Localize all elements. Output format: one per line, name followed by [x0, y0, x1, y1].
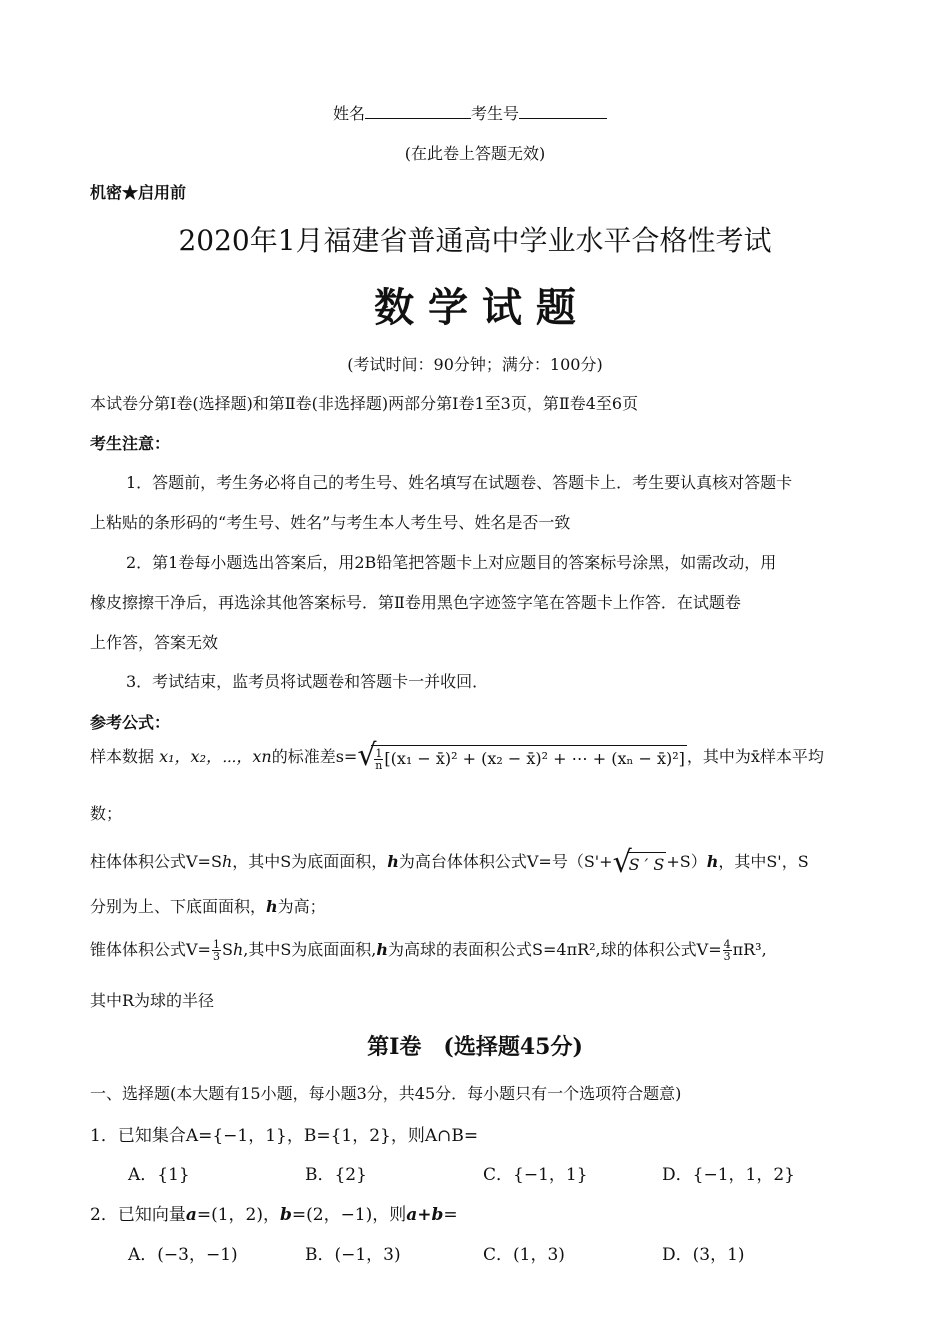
prism-e: ，其中S'，S [718, 852, 809, 871]
std-suffix-line2: 数； [90, 804, 123, 823]
std-vars: x₁，x₂，⋯，xn [159, 747, 272, 766]
q1-option-a[interactable]: A．{1} [128, 1165, 190, 1185]
cone-a: 锥体体积公式V= [90, 940, 211, 959]
name-id-line [333, 101, 607, 124]
radical-sign: √ [357, 737, 377, 773]
radical-sign: √ [612, 844, 632, 880]
cone-fraction [212, 939, 221, 962]
q2-option-a[interactable]: A．(−3，−1) [128, 1245, 238, 1265]
std-radicand [371, 745, 687, 771]
std-mid: 的标准差s= [271, 747, 358, 766]
note-line: 3．考试结束，监考员将试题卷和答题卡一并收回． [126, 672, 489, 691]
prism-radical [612, 844, 667, 880]
section-instruction: 一、选择题(本大题有15小题，每小题3分，共45分．每小题只有一个选项符合题意) [90, 1084, 682, 1103]
q2-option-b[interactable]: B．(−1，3) [305, 1245, 401, 1265]
id-blank [519, 104, 607, 119]
q1-option-b[interactable]: B．{2} [305, 1165, 367, 1185]
sphere-num: 4 [723, 938, 731, 951]
cone-c: ,其中S为底面面积, [243, 940, 377, 959]
prism-a: 柱体体积公式V=S [90, 852, 222, 871]
q1-option-c[interactable]: C．{−1，1} [483, 1165, 588, 1185]
q2-stem-a: 2．已知向量 [90, 1205, 186, 1225]
std-formula [90, 737, 824, 773]
sphere-den: 3 [723, 950, 731, 963]
prism-h2: h [387, 852, 399, 871]
cone-den: 3 [212, 950, 220, 963]
q2-stem-b: =(1，2)， [196, 1205, 280, 1225]
cone-num: 1 [212, 938, 220, 951]
cone-formula [90, 937, 767, 962]
q2-vector-b: b [279, 1205, 292, 1225]
prism-line2 [90, 894, 326, 917]
invalid-notice: (在此卷上答题无效) [404, 144, 546, 163]
q2-stem-d: = [443, 1205, 458, 1225]
q1-option-d[interactable]: D．{−1，1，2} [662, 1165, 795, 1185]
sphere-fraction [723, 939, 732, 962]
note-line: 1．答题前，考生务必将自己的考生号、姓名填写在试题卷、答题卡上．考生要认真核对答题卡 [126, 473, 793, 492]
prism-h3: h [706, 852, 719, 871]
std-suffix: ，其中为x̄样本平均 [686, 747, 824, 766]
prism-line2-a: 分别为上、下底面面积， [90, 897, 267, 916]
std-prefix: 样本数据 [90, 747, 155, 766]
name-blank [365, 104, 471, 119]
note-line: 上粘贴的条形码的“考生号、姓名”与考生本人考生号、姓名是否一致 [90, 513, 571, 532]
cone-line2: 其中R为球的半径 [90, 991, 215, 1010]
prism-h: h [221, 852, 233, 871]
prism-h4: h [266, 897, 278, 916]
prism-formula [90, 844, 809, 880]
note-line: 上作答，答案无效 [90, 633, 219, 652]
time-info: (考试时间：90分钟；满分：100分) [347, 355, 603, 374]
id-label: 考生号 [471, 104, 520, 123]
note-line: 橡皮擦擦干净后，再选涂其他答案标号．第Ⅱ卷用黑色字迹签字笔在答题卡上作答．在试题卷 [90, 593, 741, 612]
exam-title: 2020年1月福建省普通高中学业水平合格性考试 [178, 224, 772, 257]
secret-mark: 机密★启用前 [90, 183, 187, 202]
formulas-heading: 参考公式： [90, 713, 171, 732]
name-label: 姓名 [333, 104, 366, 123]
q2-option-d[interactable]: D．(3，1) [662, 1245, 745, 1265]
cone-b: S [221, 940, 233, 959]
cone-d: 为高球的表面积公式S=4πR²,球的体积公式V= [388, 940, 722, 959]
prism-line2-b: 为高； [277, 897, 326, 916]
question-1-stem: 1．已知集合A={−1，1}，B={1，2}，则A∩B= [90, 1126, 479, 1146]
intro-text: 本试卷分第Ⅰ卷(选择题)和第Ⅱ卷(非选择题)两部分第Ⅰ卷1至3页，第Ⅱ卷4至6页 [90, 394, 639, 413]
std-expr: [(x₁ − x̄)² + (x₂ − x̄)² + ⋯ + (xₙ − x̄)²] [384, 748, 685, 768]
q2-vector-a: a [185, 1205, 197, 1225]
prism-b: ，其中S为底面面积， [232, 852, 388, 871]
prism-c: 为高台体体积公式V=号（S'+ [398, 852, 613, 871]
prism-radicand: S ′ S [627, 852, 667, 874]
cone-h2: h [376, 940, 389, 959]
notes-heading: 考生注意： [90, 434, 171, 453]
std-frac-den: n [375, 758, 383, 772]
prism-d: +S） [666, 852, 707, 871]
cone-e: πR³, [732, 940, 767, 959]
std-radical [357, 737, 687, 773]
q2-vector-sum: a+b [406, 1205, 444, 1225]
subject-title: 数 学 试 题 [374, 284, 576, 331]
std-frac-num: 1 [375, 746, 383, 760]
q2-option-c[interactable]: C．(1，3) [483, 1245, 565, 1265]
question-2-stem [90, 1200, 458, 1225]
q2-stem-c: =(2，−1)，则 [291, 1205, 407, 1225]
section-title: 第Ⅰ卷 (选择题45分) [367, 1034, 583, 1060]
note-line: 2．第1卷每小题选出答案后，用2B铅笔把答题卡上对应题目的答案标号涂黑，如需改动，用 [126, 553, 777, 572]
cone-h: h [232, 940, 244, 959]
